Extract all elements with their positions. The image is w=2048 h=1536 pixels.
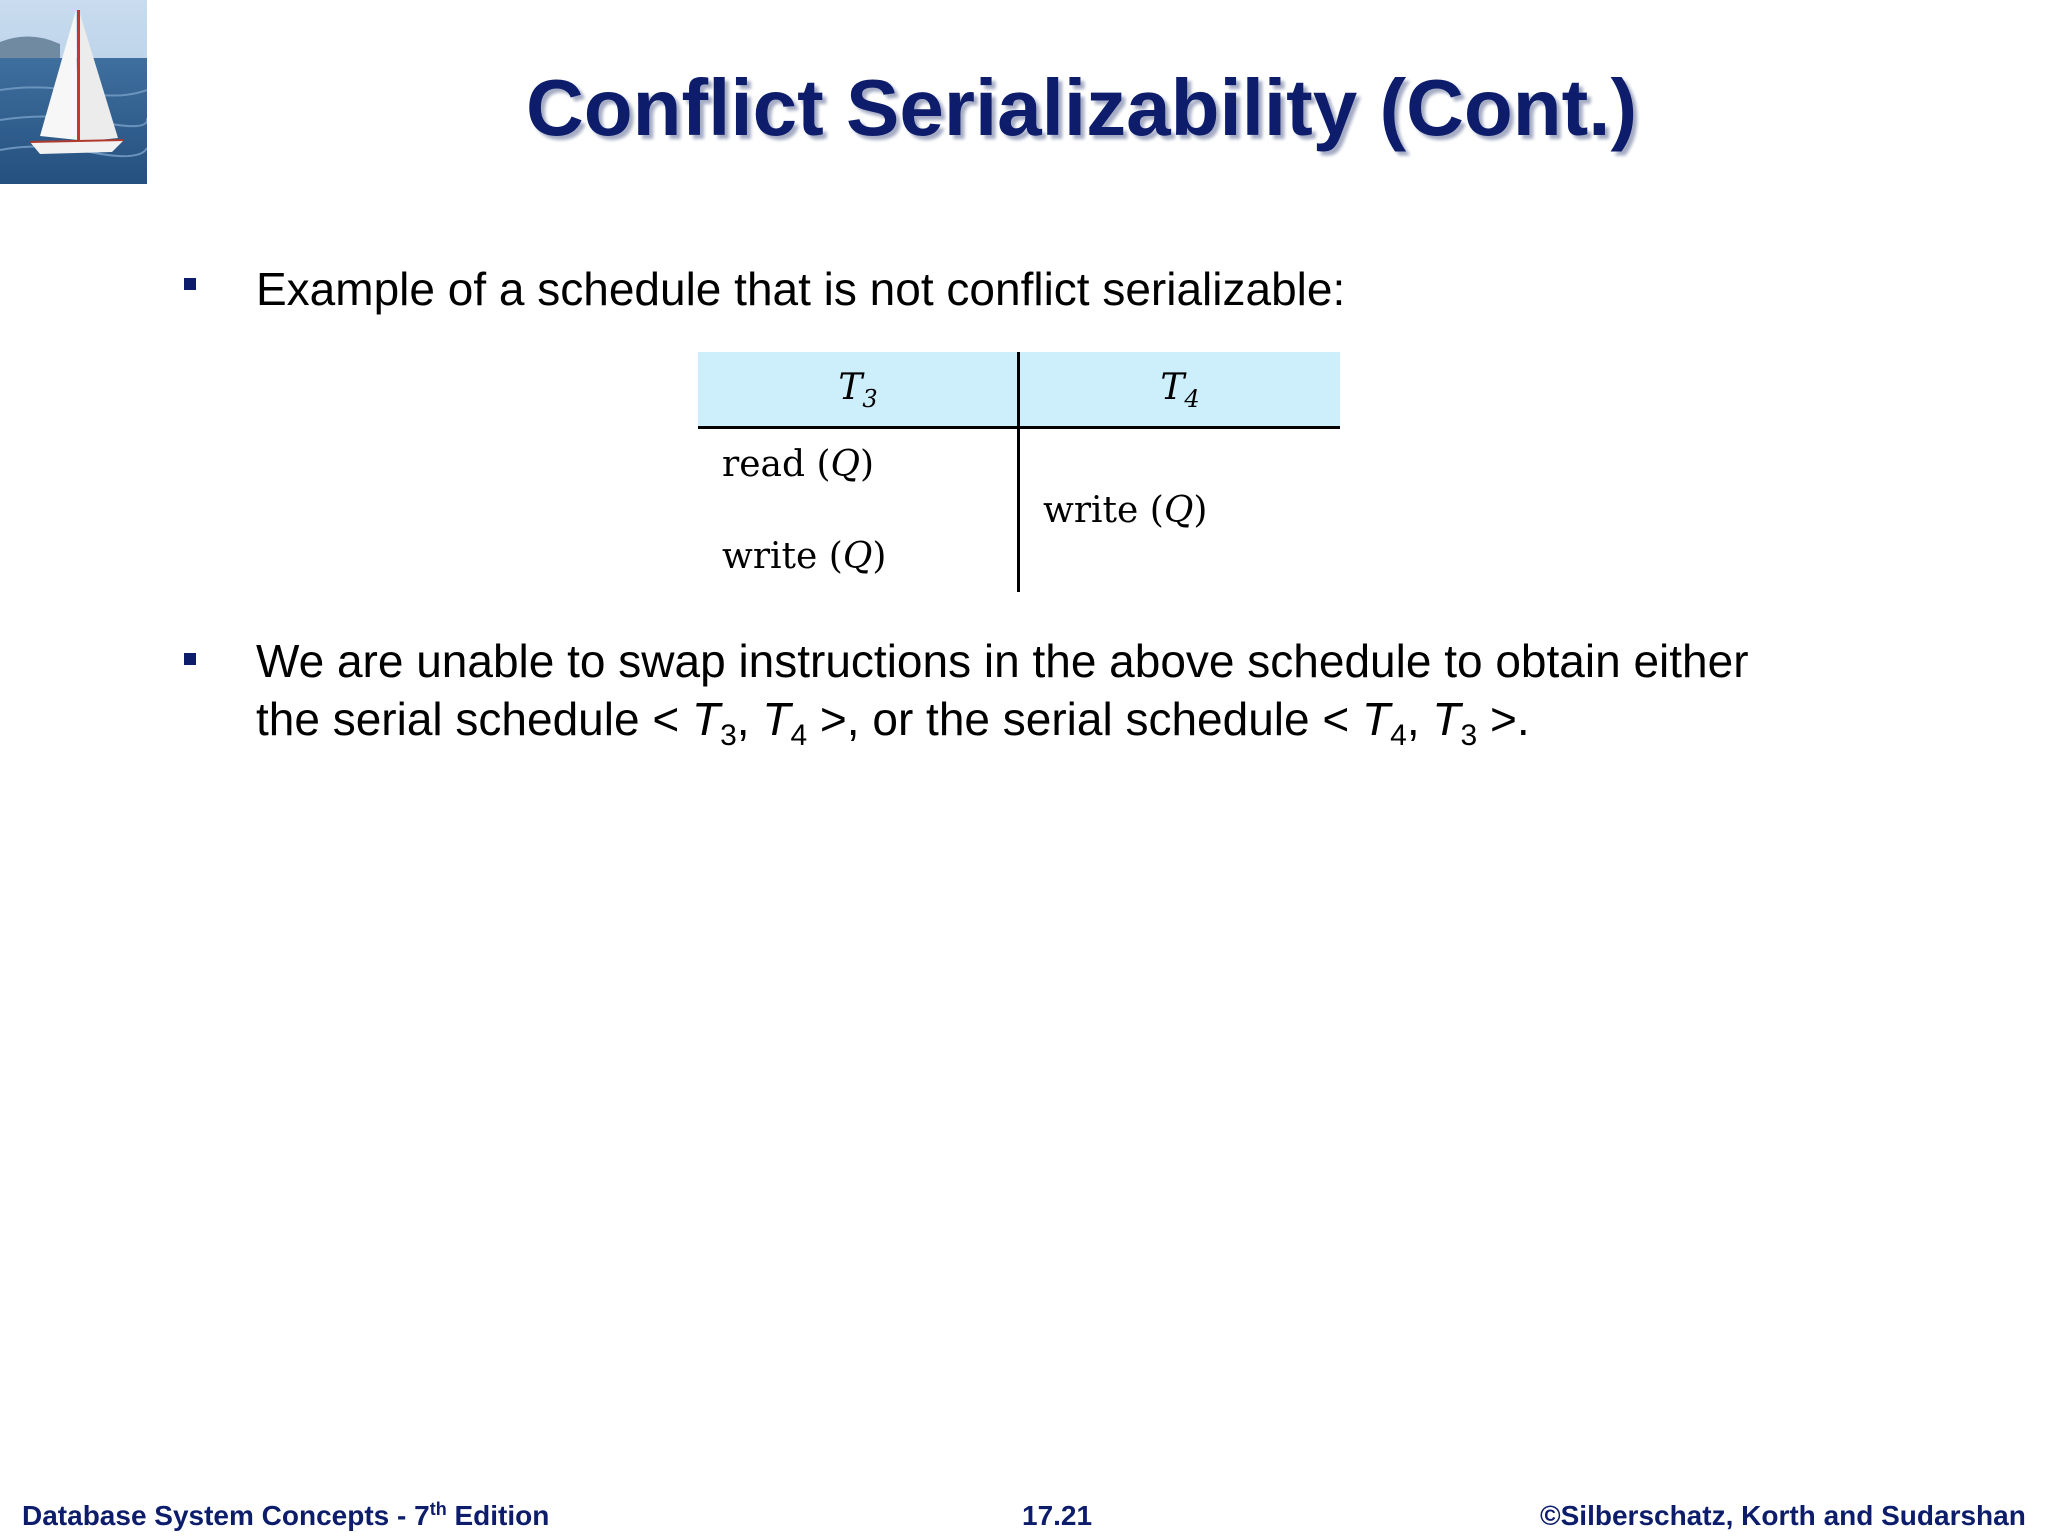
bullet-text-1: Example of a schedule that is not conflict serializable: — [256, 263, 1346, 315]
operation-write-q-t3: write (Q) — [722, 536, 887, 577]
bullet-marker — [184, 278, 196, 290]
column-header-t4: $T_4$ — [1160, 367, 1200, 413]
column-header-t3: $T_3$ — [838, 367, 878, 413]
bullet-text-2-line2: the serial schedule < $T_3$, $T_4$ >, or the serial schedule < $T_4$, $T_3$ >. — [256, 693, 1530, 752]
sailboat-logo-icon — [0, 0, 147, 184]
footer-copyright: ©Silberschatz, Korth and Sudarshan — [1540, 1500, 2026, 1531]
operation-read-q: read (Q) — [722, 444, 875, 485]
footer-book-title: Database System Concepts - 7th Edition — [22, 1499, 550, 1531]
schedule-table — [698, 352, 1340, 592]
bullet-text-2-line1: We are unable to swap instructions in the above schedule to obtain either — [256, 635, 1749, 687]
slide-title: Conflict Serializability (Cont.) — [526, 63, 1638, 152]
bullet-marker — [184, 653, 196, 665]
footer-page-number: 17.21 — [1022, 1500, 1093, 1531]
operation-write-q-t4: write (Q) — [1043, 490, 1208, 531]
